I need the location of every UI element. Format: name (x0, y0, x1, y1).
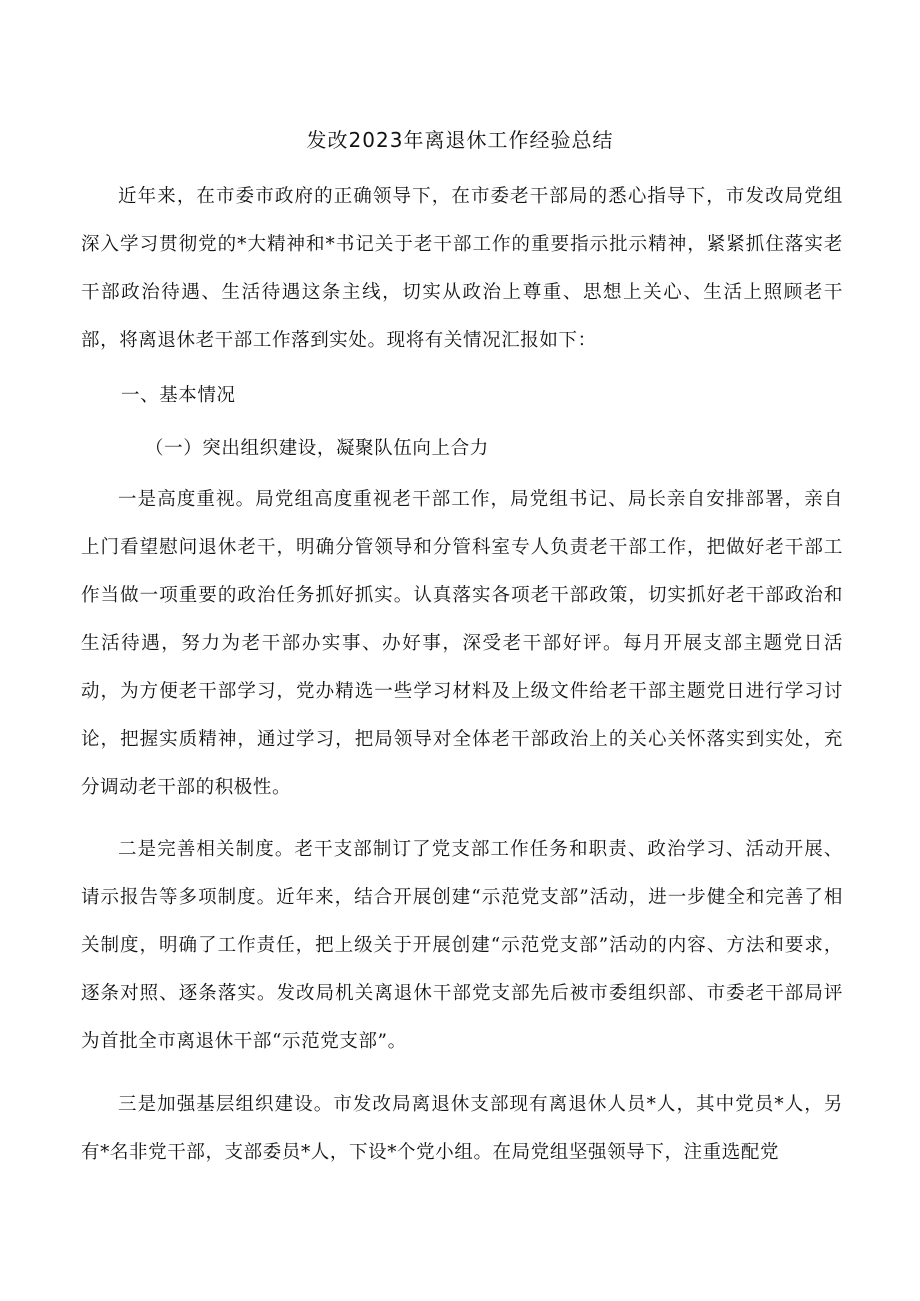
paragraph-grassroots-organization: 三是加强基层组织建设。市发改局离退休支部现有离退休人员*人，其中党员*人，另有*名非党干部，支部委员*人，下设*个党小组。在局党组坚强领导下，注重选配党 (81, 1094, 843, 1163)
intro-paragraph: 近年来，在市委市政府的正确领导下，在市委老干部局的悉心指导下，市发改局党组深入学习贯彻党的*大精神和*书记关于老干部工作的重要指示批示精神，紧紧抓住落实老干部政治待遇、生活待遇这条主线，切实从政治上尊重、思想上关心、生活上照顾老干部，将离退休老干部工作落到实处。现将有关情况汇报如下： (81, 186, 843, 351)
subsection-heading-organization: （一）突出组织建设，凝聚队伍向上合力 (145, 438, 489, 459)
paragraph-high-attention: 一是高度重视。局党组高度重视老干部工作，局党组书记、局长亲自安排部署，亲自上门看望慰问退休老干，明确分管领导和分管科室专人负责老干部工作，把做好老干部工作当做一项重要的政治任务抓好抓实。认真落实各项老干部政策，切实抓好老干部政治和生活待遇，努力为老干部办实事、办好事，深受老干部好评。每月开展支部主题党日活动，为方便老干部学习，党办精选一些学习材料及上级文件给老干部主题党日进行学习讨论，把握实质精神，通过学习，把局领导对全体老干部政治上的关心关怀落实到实处，充分调动老干部的积极性。 (81, 489, 843, 798)
paragraph-improve-systems: 二是完善相关制度。老干支部制订了党支部工作任务和职责、政治学习、活动开展、请示报告等多项制度。近年来，结合开展创建“示范党支部”活动，进一步健全和完善了相关制度，明确了工作责任，把上级关于开展创建“示范党支部”活动的内容、方法和要求，逐条对照、逐条落实。发改局机关离退休干部党支部先后被市委组织部、市委老干部局评为首批全市离退休干部“示范党支部”。 (81, 839, 843, 1052)
section-heading-basic-situation: 一、基本情况 (121, 385, 236, 406)
document-title: 发改2023年离退休工作经验总结 (306, 128, 614, 152)
